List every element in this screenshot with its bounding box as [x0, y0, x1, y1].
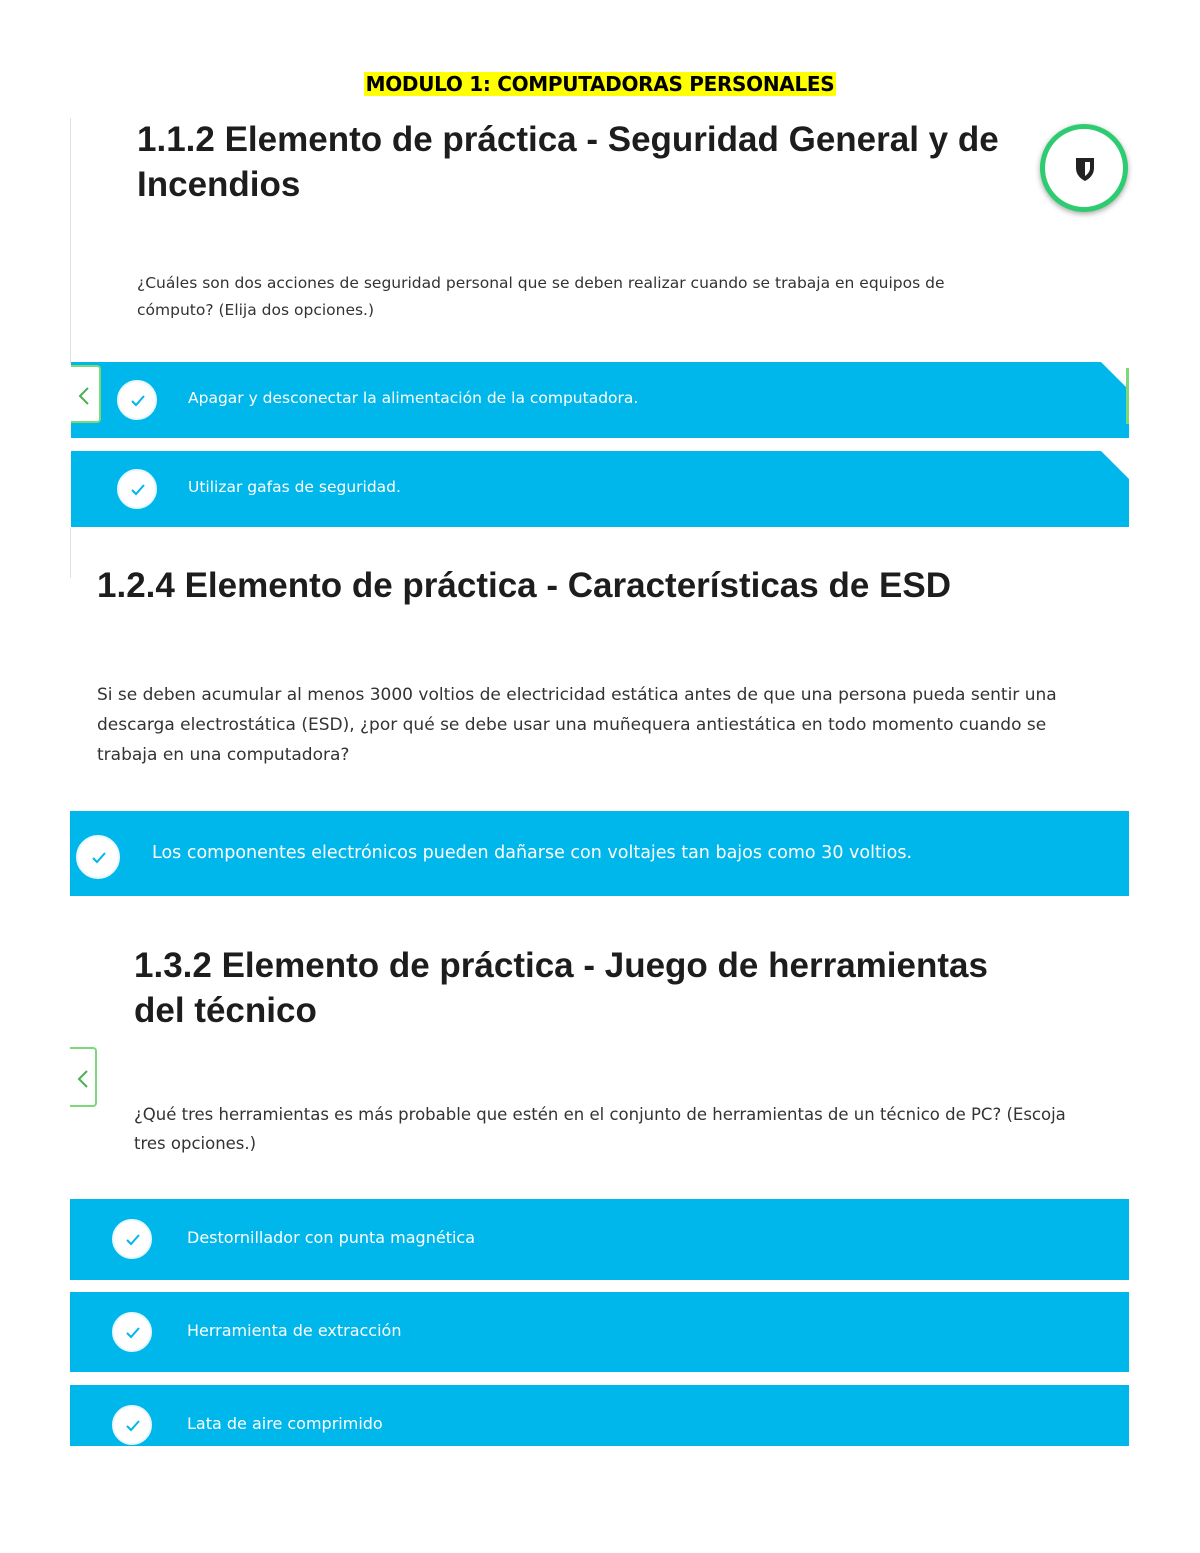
side-edge	[1126, 368, 1129, 424]
section-3-heading	[134, 943, 988, 1033]
answer-option[interactable]	[70, 811, 1129, 896]
answer-option[interactable]	[71, 451, 1129, 527]
answer-text: Apagar y desconectar la alimentación de la computadora.	[188, 389, 639, 407]
corner-fold	[1101, 451, 1129, 479]
answer-option[interactable]	[70, 1199, 1129, 1280]
check-icon	[112, 1219, 152, 1259]
section-2-heading-line1: 1.2.4 Elemento de práctica - Características de ESD	[97, 566, 951, 605]
check-icon	[117, 380, 157, 420]
answer-text: Herramienta de extracción	[187, 1321, 402, 1340]
module-title	[0, 72, 1200, 96]
chevron-left-icon	[77, 386, 91, 406]
section-1-heading-line1: 1.1.2 Elemento de práctica - Seguridad General y de	[137, 120, 999, 159]
section-3-heading-line2: del técnico	[134, 991, 317, 1030]
module-title-text: MODULO 1: COMPUTADORAS PERSONALES	[365, 72, 835, 96]
section-1-question	[137, 270, 945, 324]
section-2-question-line1: Si se deben acumular al menos 3000 voltios de electricidad estática antes de que una persona pueda sentir una	[97, 685, 1057, 705]
answer-text: Destornillador con punta magnética	[187, 1228, 476, 1247]
chevron-left-icon	[76, 1069, 90, 1089]
section-2-question	[97, 680, 1057, 770]
answer-text: Utilizar gafas de seguridad.	[188, 478, 401, 496]
section-3-question-line2: tres opciones.)	[134, 1134, 257, 1153]
shield-icon	[1074, 156, 1096, 182]
section-1-heading	[137, 117, 999, 207]
answer-text: Lata de aire comprimido	[187, 1414, 383, 1433]
section-2-question-line3: trabaja en una computadora?	[97, 745, 350, 765]
left-divider	[70, 118, 71, 363]
check-icon	[112, 1405, 152, 1445]
section-3-heading-line1: 1.3.2 Elemento de práctica - Juego de herramientas	[134, 946, 988, 985]
back-button[interactable]	[70, 1047, 97, 1107]
section-1-heading-line2: Incendios	[137, 165, 301, 204]
corner-fold	[1101, 362, 1129, 390]
section-2-question-line2: descarga electrostática (ESD), ¿por qué se debe usar una muñequera antiestática en todo momento cuando se	[97, 715, 1047, 735]
back-button[interactable]	[71, 365, 101, 423]
section-1-question-line2: cómputo? (Elija dos opciones.)	[137, 301, 375, 319]
section-3-question-line1: ¿Qué tres herramientas es más probable que estén en el conjunto de herramientas de un técnico de PC? (Escoja	[134, 1105, 1066, 1124]
left-divider	[70, 528, 71, 578]
answer-option[interactable]	[70, 1385, 1129, 1446]
answer-option[interactable]	[70, 1292, 1129, 1372]
section-1-question-line1: ¿Cuáles son dos acciones de seguridad personal que se deben realizar cuando se trabaja en equipos de	[137, 274, 945, 292]
check-icon	[76, 835, 120, 879]
shield-button[interactable]	[1040, 124, 1128, 212]
section-2-heading	[97, 563, 951, 608]
section-3-question	[134, 1100, 1066, 1158]
answer-text: Los componentes electrónicos pueden dañarse con voltajes tan bajos como 30 voltios.	[152, 843, 913, 863]
check-icon	[117, 469, 157, 509]
answer-option[interactable]	[71, 362, 1129, 438]
check-icon	[112, 1312, 152, 1352]
